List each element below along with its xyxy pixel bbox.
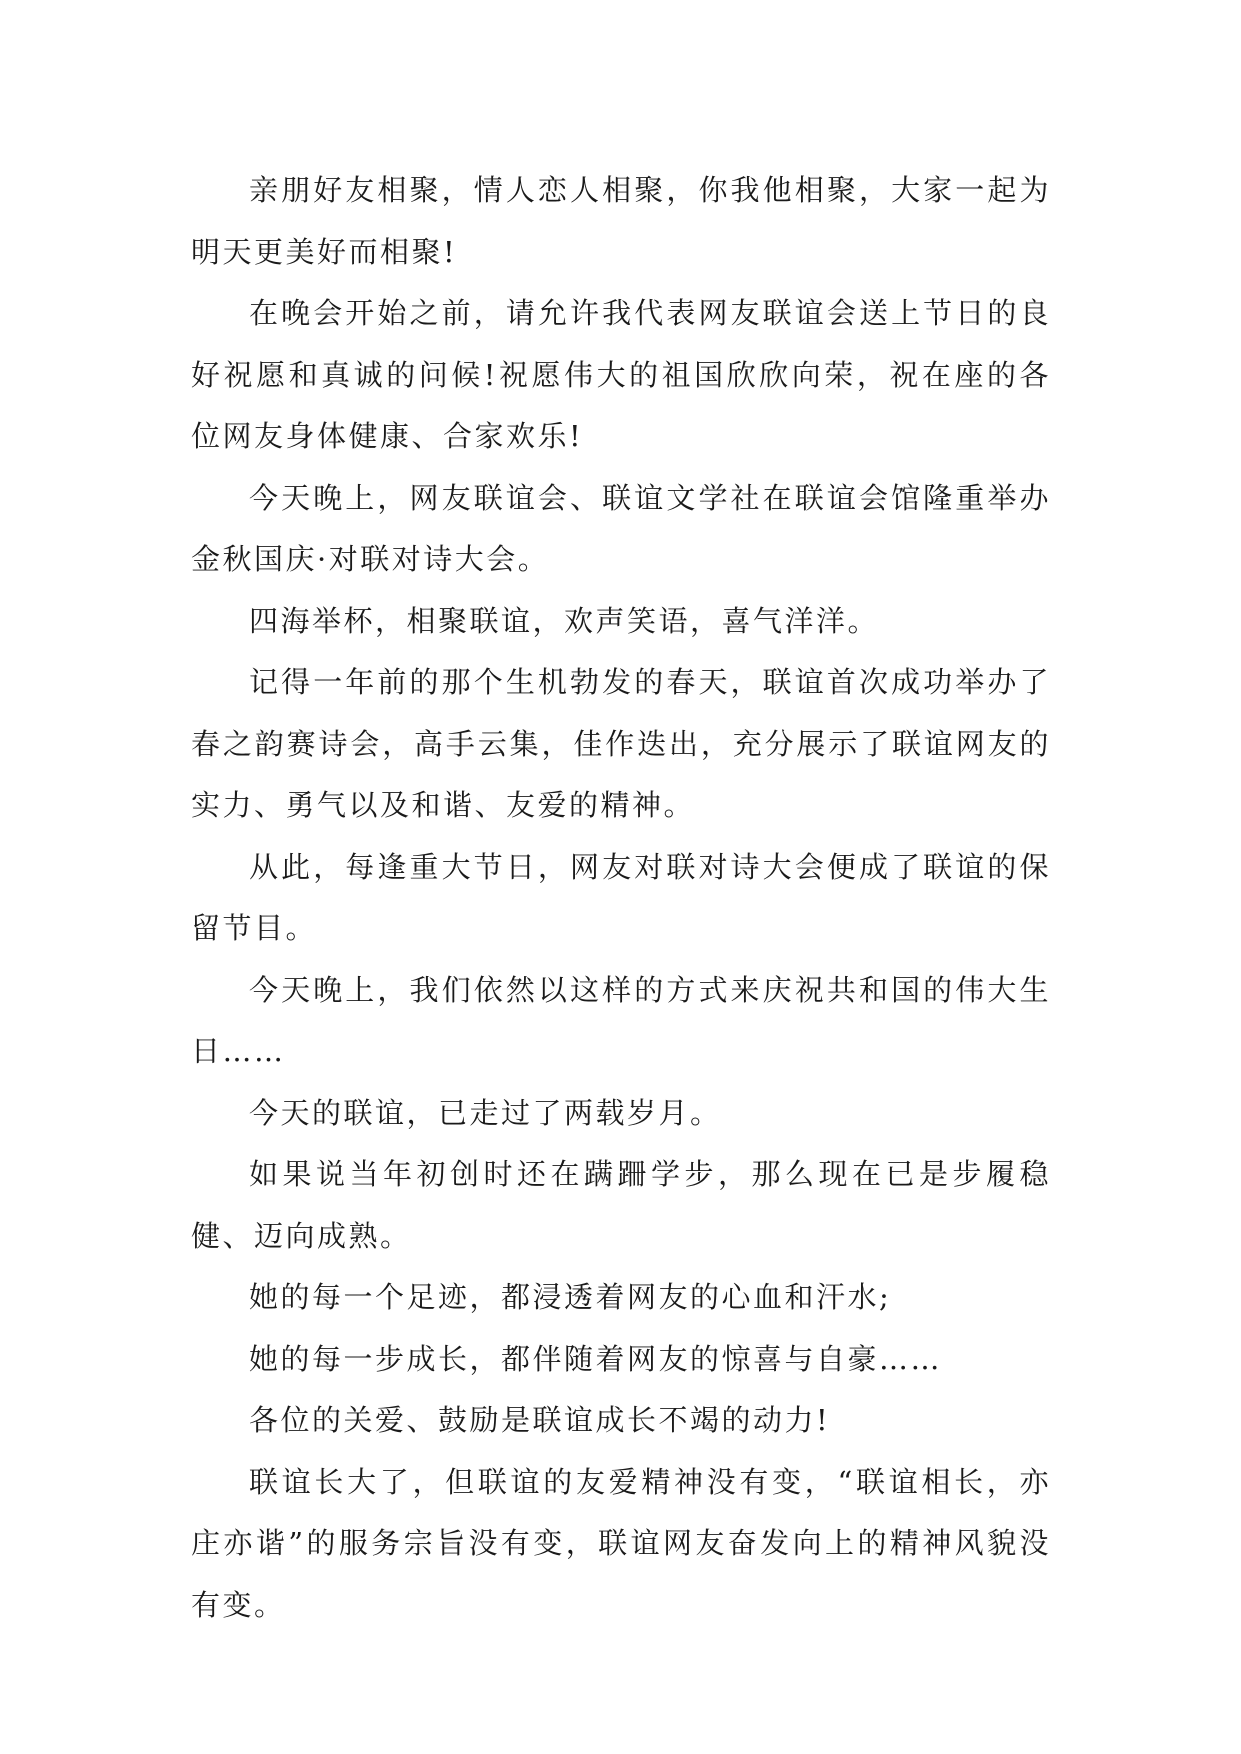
paragraph: 四海举杯，相聚联谊，欢声笑语，喜气洋洋。 [249, 603, 880, 638]
paragraph: 亲朋好友相聚，情人恋人相聚，你我他相聚，大家一起为明天更美好而相聚! [191, 173, 1051, 269]
paragraph: 她的每一个足迹，都浸透着网友的心血和汗水; [249, 1280, 892, 1314]
paragraph: 今天晚上，我们依然以这样的方式来庆祝共和国的伟大生日…… [191, 972, 1051, 1068]
paragraph: 联谊长大了，但联谊的友爱精神没有变，“联谊相长，亦庄亦谐”的服务宗旨没有变，联谊网友奋发向上的精神风貌没有变。 [191, 1464, 1051, 1622]
paragraph: 在晚会开始之前，请允许我代表网友联谊会送上节日的良好祝愿和真诚的问候!祝愿伟大的祖国欣欣向荣，祝在座的各位网友身体健康、合家欢乐! [191, 296, 1051, 453]
paragraph: 今天的联谊，已走过了两载岁月。 [249, 1095, 722, 1130]
paragraph: 记得一年前的那个生机勃发的春天，联谊首次成功举办了春之韵赛诗会，高手云集，佳作迭出，充分展示了联谊网友的实力、勇气以及和谐、友爱的精神。 [191, 665, 1051, 822]
paragraph: 她的每一步成长，都伴随着网友的惊喜与自豪…… [249, 1341, 943, 1376]
document-body [191, 160, 1051, 1636]
paragraph: 从此，每逢重大节日，网友对联对诗大会便成了联谊的保留节目。 [191, 849, 1051, 945]
paragraph: 如果说当年初创时还在蹒跚学步，那么现在已是步履稳健、迈向成熟。 [191, 1157, 1051, 1253]
paragraph: 各位的关爱、鼓励是联谊成长不竭的动力! [249, 1403, 831, 1437]
paragraph: 今天晚上，网友联谊会、联谊文学社在联谊会馆隆重举办金秋国庆·对联对诗大会。 [191, 480, 1051, 576]
